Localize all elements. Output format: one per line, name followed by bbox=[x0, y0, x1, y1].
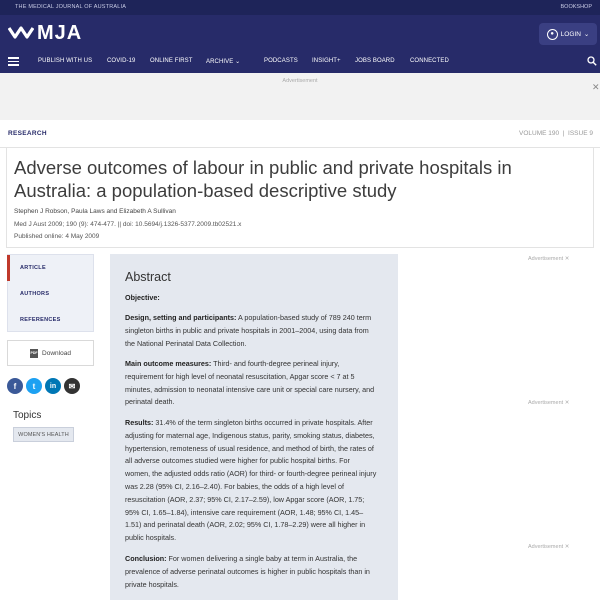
side-ad-label-3: Advertisement ✕ bbox=[528, 544, 570, 550]
brand-bar bbox=[0, 15, 600, 50]
publish-date: Published online: 4 May 2009 bbox=[14, 233, 100, 240]
abstract-conclusion: Conclusion: For women delivering a single baby at term in Australia, the prevalence of adverse perinatal outcomes is higher in public hospitals than in private hospitals. bbox=[125, 554, 370, 589]
login-label: LOGIN bbox=[560, 30, 581, 38]
email-icon[interactable]: ✉ bbox=[64, 378, 80, 394]
archive-chevron-icon: ⌄ bbox=[235, 59, 241, 65]
bookshop-link[interactable]: BOOKSHOP bbox=[560, 4, 592, 10]
menu-icon[interactable] bbox=[8, 57, 19, 66]
linkedin-icon[interactable]: in bbox=[45, 378, 61, 394]
article-citation: Med J Aust 2009; 190 (9): 474-477. || doi: 10.5694/j.1326-5377.2009.tb02521.x bbox=[14, 221, 242, 228]
section-bar bbox=[0, 120, 600, 148]
tab-article[interactable]: ARTICLE bbox=[20, 265, 46, 271]
chevron-down-icon: ⌄ bbox=[583, 31, 590, 38]
article-header bbox=[6, 148, 594, 248]
nav-insight[interactable]: INSIGHT+ bbox=[312, 58, 341, 64]
logo-text: MJA bbox=[37, 22, 83, 44]
nav-online-first[interactable]: ONLINE FIRST bbox=[150, 58, 193, 64]
tab-authors[interactable]: AUTHORS bbox=[20, 291, 50, 297]
nav-covid[interactable]: COVID-19 bbox=[107, 58, 136, 64]
nav-connected[interactable]: CONNECTED bbox=[410, 58, 449, 64]
ad-label: Advertisement bbox=[282, 78, 318, 84]
nav-jobs[interactable]: JOBS BOARD bbox=[355, 58, 395, 64]
user-icon: ● bbox=[547, 29, 558, 40]
tab-references[interactable]: REFERENCES bbox=[20, 317, 61, 323]
logo-chevron-icon bbox=[8, 25, 34, 41]
main-nav bbox=[0, 50, 600, 73]
article-authors: Stephen J Robson, Paula Laws and Elizabeth A Sullivan bbox=[14, 208, 176, 215]
article-title: Adverse outcomes of labour in public and private hospitals in Australia: a population-based descriptive study bbox=[14, 157, 512, 201]
close-icon[interactable]: ✕ bbox=[564, 544, 570, 550]
nav-archive[interactable]: ARCHIVE ⌄ bbox=[206, 59, 241, 65]
nav-publish[interactable]: PUBLISH WITH US bbox=[38, 58, 93, 64]
side-ad-label-1: Advertisement ✕ bbox=[528, 256, 570, 262]
abstract-results: Results: 31.4% of the term singleton births occurred in private hospitals. After adjusting for maternal age, Indigenous status, parity, smoking status, diabetes, hypertension, remoteness of usual residence, and method of birth, the rates of all adverse outcomes studied were higher for public hospital births. For women, the adjusted odds ratio (AOR) for third- or fourth-degree perineal injury was 2.28 (95% CI, 2.16–2.40). For babies, the odds of a high level of resuscitation (AOR, 2.37; 95% CI, 2.17–2.59), low Apgar score (AOR, 1.75; 95% CI, 1.65–1.84), intensive care requirement (AOR, 1.48; 95% CI, 1.45–1.51) and perinatal death (AOR, 2.02; 95% CI, 1.78–2.29) were all higher in public hospitals. bbox=[125, 418, 377, 543]
section-label[interactable]: RESEARCH bbox=[8, 130, 47, 137]
topics-heading: Topics bbox=[13, 410, 42, 421]
twitter-icon[interactable]: t bbox=[26, 378, 42, 394]
abstract-heading: Abstract bbox=[125, 270, 171, 284]
active-indicator bbox=[7, 255, 10, 281]
topic-tag[interactable]: WOMEN'S HEALTH bbox=[13, 427, 74, 442]
nav-podcasts[interactable]: PODCASTS bbox=[264, 58, 298, 64]
abstract-design: Design, setting and participants: A population-based study of 789 240 term singleton births in public and private hospitals in 2001–2004, using data from the National Perinatal Data Collection. bbox=[125, 313, 372, 348]
download-label: Download bbox=[42, 349, 71, 357]
mja-logo[interactable] bbox=[8, 23, 82, 43]
journal-name[interactable]: THE MEDICAL JOURNAL OF AUSTRALIA bbox=[15, 4, 127, 10]
side-ad-label-2: Advertisement ✕ bbox=[528, 400, 570, 406]
article-side-nav bbox=[7, 254, 94, 332]
volume-issue: VOLUME 190 | ISSUE 9 bbox=[519, 130, 593, 137]
download-button[interactable] bbox=[7, 340, 94, 366]
top-bar bbox=[0, 0, 600, 15]
abstract-outcomes: Main outcome measures: Third- and fourth-degree perineal injury, requirement for high level of neonatal resuscitation, Apgar score < 7 at 5 minutes, admission to neonatal intensive care unit or special care nursery, and perinatal death. bbox=[125, 359, 375, 407]
close-icon[interactable]: ✕ bbox=[564, 400, 570, 406]
abstract-panel bbox=[110, 254, 398, 600]
abstract-objective: Objective: bbox=[125, 293, 160, 302]
login-button[interactable] bbox=[539, 23, 597, 45]
close-icon[interactable]: ✕ bbox=[564, 256, 570, 262]
search-icon[interactable] bbox=[587, 56, 597, 66]
top-ad-banner bbox=[0, 73, 600, 120]
pdf-icon: PDF bbox=[30, 349, 38, 358]
facebook-icon[interactable]: f bbox=[7, 378, 23, 394]
close-icon[interactable]: ✕ bbox=[592, 82, 600, 92]
